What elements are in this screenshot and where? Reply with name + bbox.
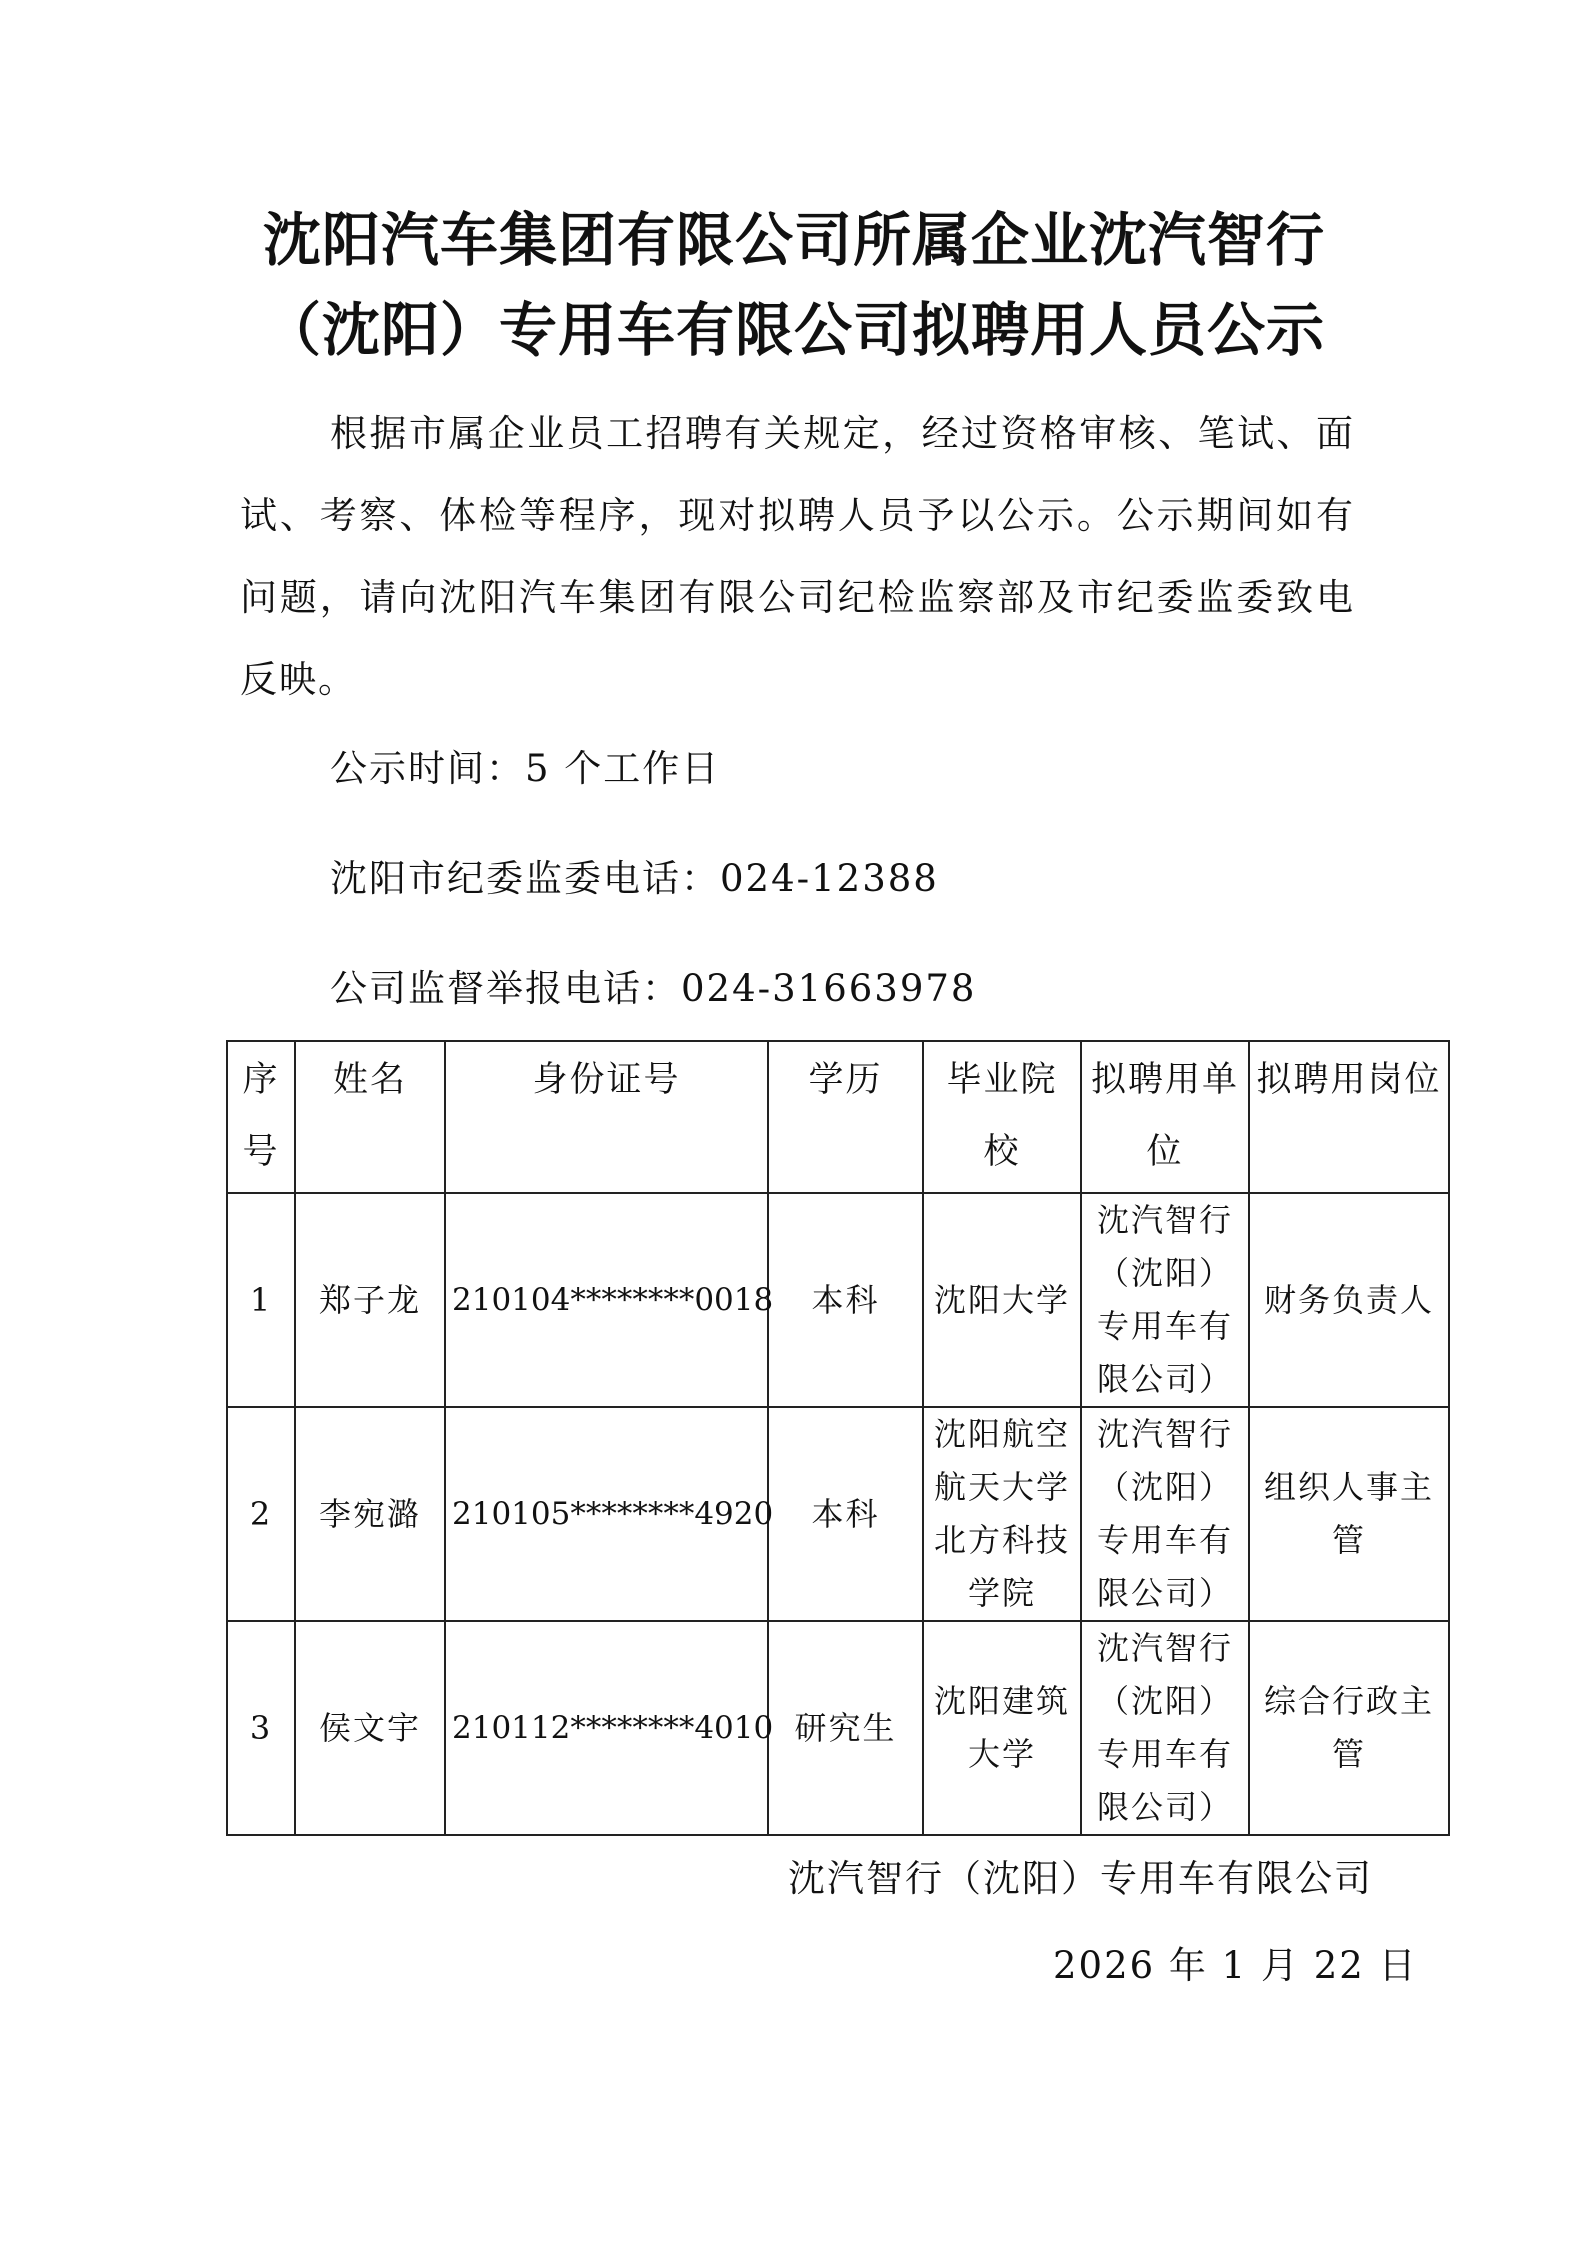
cell-education: 研究生	[768, 1621, 923, 1835]
cell-no: 1	[227, 1193, 295, 1407]
cell-position: 财务负责人	[1249, 1193, 1449, 1407]
table-row	[227, 1193, 1449, 1407]
notice-body: 根据市属企业员工招聘有关规定，经过资格审核、笔试、面试、考察、体检等程序，现对拟聘人员予以公示。公示期间如有问题，请向沈阳汽车集团有限公司纪检监察部及市纪委监委致电反映。	[240, 412, 1355, 701]
cell-education: 本科	[768, 1407, 923, 1621]
cell-school: 沈阳大学	[923, 1193, 1081, 1407]
cell-position: 组织人事主管	[1249, 1407, 1449, 1621]
cell-name: 侯文宇	[295, 1621, 445, 1835]
cell-unit: 沈汽智行（沈阳）专用车有限公司）	[1081, 1407, 1249, 1621]
header-id-number: 身份证号	[445, 1041, 768, 1193]
cell-id-number: 210112********4010	[445, 1621, 768, 1835]
candidate-table	[226, 1040, 1450, 1836]
table-row	[227, 1407, 1449, 1621]
cell-education: 本科	[768, 1193, 923, 1407]
page-title	[200, 195, 1388, 375]
cell-name: 李宛潞	[295, 1407, 445, 1621]
header-education: 学历	[768, 1041, 923, 1193]
cell-no: 2	[227, 1407, 295, 1621]
company-phone: 公司监督举报电话：024-31663978	[330, 967, 977, 1010]
cell-position: 综合行政主管	[1249, 1621, 1449, 1835]
signature-company: 沈汽智行（沈阳）专用车有限公司	[788, 1857, 1373, 1900]
cell-id-number: 210105********4920	[445, 1407, 768, 1621]
cell-no: 3	[227, 1621, 295, 1835]
cell-school: 沈阳航空航天大学北方科技学院	[923, 1407, 1081, 1621]
cell-unit: 沈汽智行（沈阳）专用车有限公司）	[1081, 1193, 1249, 1407]
commission-phone: 沈阳市纪委监委电话：024-12388	[330, 857, 939, 900]
cell-id-number: 210104********0018	[445, 1193, 768, 1407]
table-header-row	[227, 1041, 1449, 1193]
header-name: 姓名	[295, 1041, 445, 1193]
signature-date: 2026 年 1 月 22 日	[1053, 1944, 1418, 1987]
table-row	[227, 1621, 1449, 1835]
cell-unit: 沈汽智行（沈阳）专用车有限公司）	[1081, 1621, 1249, 1835]
cell-school: 沈阳建筑大学	[923, 1621, 1081, 1835]
header-school: 毕业院校	[923, 1041, 1081, 1193]
header-position: 拟聘用岗位	[1249, 1041, 1449, 1193]
cell-name: 郑子龙	[295, 1193, 445, 1407]
header-no: 序号	[227, 1041, 295, 1193]
title-line-2: （沈阳）专用车有限公司拟聘用人员公示	[262, 296, 1325, 364]
publicity-period: 公示时间：5 个工作日	[330, 747, 721, 790]
title-line-1: 沈阳汽车集团有限公司所属企业沈汽智行	[262, 206, 1325, 274]
header-unit: 拟聘用单位	[1081, 1041, 1249, 1193]
